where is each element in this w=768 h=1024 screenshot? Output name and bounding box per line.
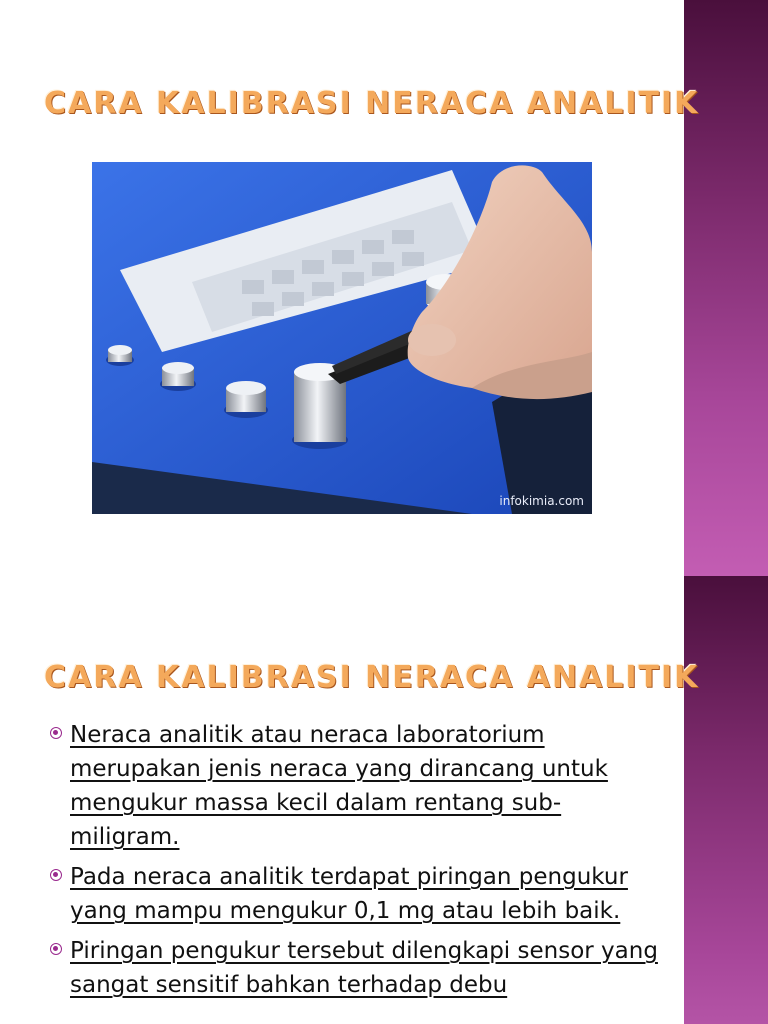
radio-bullet-icon	[50, 869, 62, 881]
slide-title: CARA KALIBRASI NERACA ANALITIK	[44, 86, 700, 121]
bullet-list	[48, 718, 658, 1008]
bullet-text: Pada neraca analitik terdapat piringan pengukur yang mampu mengukur 0,1 mg atau lebih baik.	[70, 864, 628, 924]
calibration-weights-photo	[92, 162, 592, 514]
slide-title: CARA KALIBRASI NERACA ANALITIK	[44, 660, 700, 695]
bullet-text: Piringan pengukur tersebut dilengkapi sensor yang sangat sensitif bahkan terhadap debu	[70, 938, 658, 998]
radio-bullet-icon	[50, 727, 62, 739]
radio-bullet-icon	[50, 943, 62, 955]
side-decoration-band	[684, 576, 768, 1024]
bullet-text: Neraca analitik atau neraca laboratorium merupakan jenis neraca yang dirancang untuk mengukur massa kecil dalam rentang sub-miligram.	[70, 722, 608, 850]
bullet-item	[48, 934, 658, 1002]
photo-illustration	[92, 162, 592, 514]
bullet-item	[48, 718, 658, 854]
slide-2	[0, 576, 768, 1024]
bullet-item	[48, 860, 658, 928]
photo-watermark: infokimia.com	[499, 494, 584, 508]
